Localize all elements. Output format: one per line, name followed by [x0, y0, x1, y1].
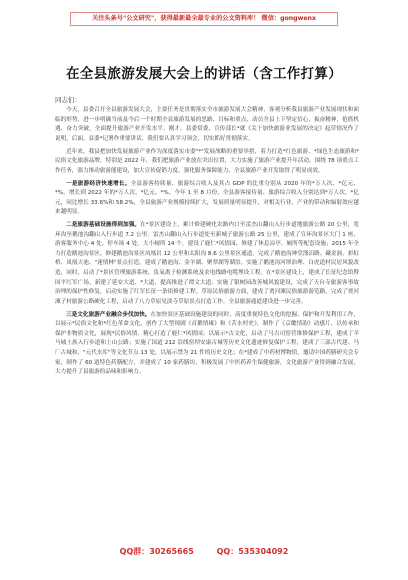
- greeting: 同志们：: [55, 96, 81, 104]
- paragraph-text: 在*景区建设上，累计修建硬化农路内口至雷杰山翻山入行步道地旅游公路 20 公里，宽环沟至鹅池沟翻山入行步道 7.2 公里。雷杰山翻山入行步道处至新城子旅游公路 25 公里，建成了宣环沟景区大门 1 座、游客服务中心 4 处、停车场 4 处、大小厕所 14 个，建设了鹿仁*风情园、修建了休息凉亭、厕所等配套设施；2015 年全力打造鹅池沟景区，修建鹅池沟景区凤凰岩 12 公里和太阳沟 8.6 公里景区通道，完成了鹅池沟神堂涤沼路、藏金洞、彩虹桥、凤凰天池、"迷情林"景点打造，建成了鹅池沟、金羊湖、聚翠湖等湖泊，实施了鹅池沟河坝治理、白虎道村民居风貌改造，同时，启动了*景区管理旅游系统、负氧离子检测系统及农电线路电缆埋设工程。在*景区建设上，建成了长征纪念馆暨国平红军广场，新建了延安大道、*大道，提高推进了谭文大道、实施了银树园改善城风貌建设，完成了天台寺旅游客事故治理的保护性修复，启动实施了红军长征一条街修建工程。草原民俗旅游方面，建成了贾河滩民俗旅游游览路，完成了贾河滩子村旅游公路硬化工程，启动了八力草原见淡寺草原景点打造工作。全县旅游通道建设进一步完善。: [55, 222, 359, 305]
- document-body: [55, 106, 359, 381]
- paragraph: [55, 180, 359, 218]
- paragraph: [55, 311, 359, 378]
- paragraph: [55, 106, 359, 144]
- promo-banner: 关注头条号"公文研究"，获得最新最全最专业的公文资料库！ 微信：gongwenx: [70, 12, 338, 26]
- paragraph-text: 全县游客持续量、旅游综合收入及其占 GDP 的比重分别从 2020 年的*万人次、*亿元、*%，增长到 2022 年的*万人次、*亿元、*%。今年 1 至 8 月份，全县游客接待量、旅游综合收入分别达到*万人次、*亿元，同比增长 33.6%和 58.2%，全县旅游产业规模持续扩大，发展质量明显提升，对相关行业、产业的带动和辐射效应越来越明显。: [55, 180, 359, 216]
- contact-footer: [0, 546, 408, 557]
- paragraph: [55, 148, 359, 177]
- paragraph-text: 今天，县委召开全县旅游发展大会，主要任务是贯彻落实全市旅游发展大会精神，客观分析我县旅游产业发展现状和面临的形势，进一步明确当前及今后一个时期全县旅游发展的思路、目标和重点，动员全县上下坚定信心，振奋精神，抢抓机遇，奋力突破，全面提升旅游产业开发水平。刚才，县委常委、宣传部长*就《关于加快旅游业发展的决定》起草情况作了说明，后面，县委*记署作重要讲话，我们要认真学习领会，切实抓好贯彻落实。: [55, 107, 359, 142]
- page-title: 在全县旅游发展大会上的讲话（含工作打算）: [66, 66, 342, 82]
- paragraph-lead: 二是旅游基础设施得到加强。: [66, 222, 141, 229]
- paragraph-lead: 一是旅游经济快速增长。: [66, 180, 131, 187]
- paragraph: [55, 221, 359, 307]
- qq-group: QQ群：30265665: [119, 547, 194, 556]
- paragraph-text: 在加快景区基础设施建设的同时，高度重视特色文化的挖掘、保护和开发利用工作，以展示*民俗文化和*红色革命文化，创作了大型现剧《首鹅情缘》和《苦水村史》，制作了《京畿情韵》动感片，以传承和保护非物质文化，展现*民俗风情、精心打造了鹿仁*风情园；以展示*古文化，启动了马古司窑营维修保护工程，建成了羊马城土族入行步道和上山公路；实施了国道 212 沿线窑坝安康古城等历史文化遗迹修复保护工程，建成了三部古代建、马厂古城和、"元代水库"等文化节点 13 处，以展示禁为 21 件的历史文化；在*建成了中药材博物馆，邀请中国药膳研究会专家，制作了 60 道特色药膳配方，并建成了 10 家药膳坊，积极发展了中医药养生保健旅游，文化旅游产业得到融合发展，大力提升了县旅游的品味和影响力。: [55, 311, 359, 376]
- paragraph-lead: 三是文化旅游产业融合步伐加快。: [66, 311, 151, 318]
- qq-contact: QQ：535304092: [216, 547, 289, 556]
- paragraph-text: 近年来，我县把加快发展旅游产业作为深度落实市委"*"发展战略的重要举措，着力打造*红色旅游、*绿色生态旅游和*民俗文化旅游品牌，特别是 2022 年，我们把旅游产业放在突出位置，大力实施了旅游产业提升年活动，围绕 78 项重点工作任务，强力推动旅游能建设，加大宣传促销力度，强化服务保障能力，全县旅游产业开发取得了明显成效。: [55, 148, 359, 174]
